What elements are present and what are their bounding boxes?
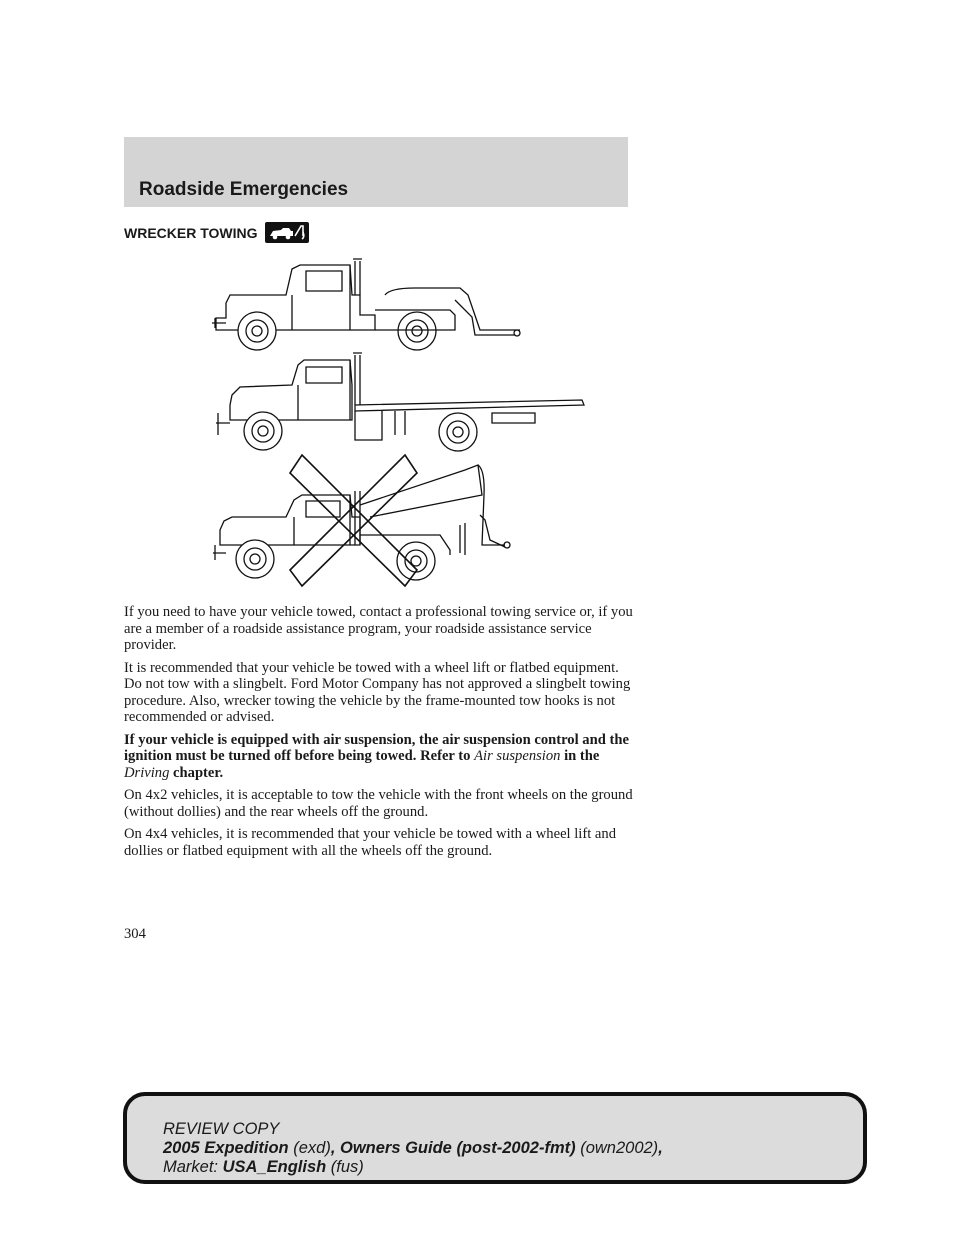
- footer-line3: [163, 1158, 663, 1177]
- paragraph: If you need to have your vehicle towed, contact a professional towing service or, if you are a member of a roadside assistance program, your roadside assistance service provider.: [124, 604, 633, 653]
- air-suspension-warning: [124, 732, 634, 782]
- footer-model: 2005 Expedition: [163, 1139, 289, 1157]
- footer-comma: ,: [658, 1139, 663, 1157]
- page-title: Roadside Emergencies: [139, 179, 349, 200]
- footer-line1: REVIEW COPY: [163, 1120, 280, 1138]
- driving-chapter-link: Driving: [124, 764, 170, 781]
- prohibited-x-mark: [290, 455, 417, 586]
- footer-market-code: (fus): [326, 1158, 364, 1176]
- header-band: [124, 137, 628, 207]
- paragraph: On 4x4 vehicles, it is recommended that your vehicle be towed with a wheel lift and dollies or flatbed equipment with all the wheels off the ground.: [124, 826, 616, 859]
- air-suspension-link: Air suspension: [474, 748, 561, 764]
- tow-truck-icon: [265, 222, 309, 243]
- footer-market: USA_English: [222, 1158, 327, 1176]
- flatbed-tow-truck: [216, 353, 584, 451]
- warning-text: in the: [560, 748, 600, 764]
- section-heading-text: WRECKER TOWING: [124, 224, 258, 241]
- paragraph: On 4x2 vehicles, it is acceptable to tow the vehicle with the front wheels on the ground (without dollies) and the rear wheels off the ground.: [124, 787, 633, 820]
- page-number: 304: [124, 926, 146, 942]
- section-heading: [124, 222, 309, 243]
- footer-guide-code: (own2002): [575, 1139, 659, 1157]
- body-text: [124, 604, 634, 865]
- footer-model-code: (exd): [288, 1139, 331, 1157]
- wheel-lift-tow-truck: [212, 259, 520, 350]
- paragraph: It is recommended that your vehicle be towed with a wheel lift or flatbed equipment. Do not tow with a slingbelt. Ford Motor Company has not approved a slingbelt towing procedure. Also, wrecker towing the vehicle by the frame-mounted tow hooks is not recommended or advised.: [124, 659, 631, 725]
- towing-illustration: [210, 255, 590, 595]
- footer-line2: [163, 1139, 663, 1158]
- footer-market-label: Market:: [163, 1158, 223, 1176]
- footer-text: [163, 1120, 663, 1177]
- warning-text: If your vehicle is equipped with air suspension, the air suspension control and the ignition must be turned off before being towed. Refer to: [124, 731, 629, 764]
- review-copy-footer: [123, 1092, 867, 1184]
- warning-text: chapter.: [169, 764, 224, 781]
- footer-guide: , Owners Guide (post-2002-fmt): [330, 1139, 576, 1157]
